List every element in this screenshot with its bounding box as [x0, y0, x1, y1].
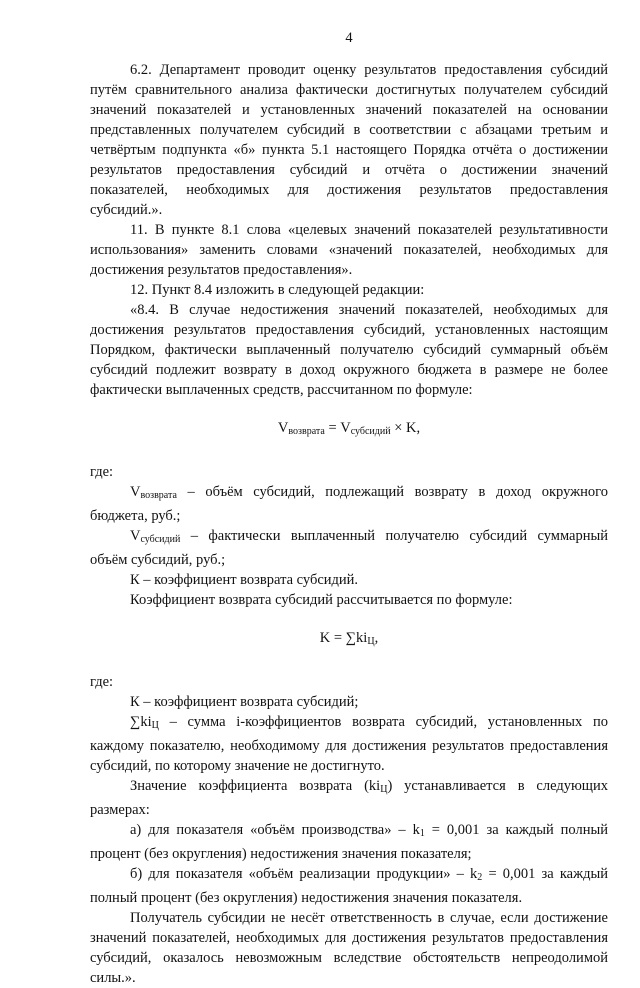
def-v2-text: – фактически выплаченный получателю субсидий суммарный объём субсидий, руб.; [90, 528, 608, 568]
definition-v-subsidy [90, 526, 608, 570]
paragraph-8-4: «8.4. В случае недостижения значений показателей, необходимых для достижения результатов предоставления субсидий, установленных настоящим Порядком, фактически выплаченный получателю субсидий суммарный объём субсидий подлежит возврату в доход окружного бюджета в размере не более фактически выплаченных средств, рассчитанном по формуле: [90, 302, 608, 398]
paragraph-6-2: 6.2. Департамент проводит оценку результатов предоставления субсидий путём сравнительного анализа фактически достигнутых получателем субсидий значений показателей и установленных значений показателей на основании представленных получателем субсидий в соответствии с абзацами третьим и четвёртым подпункта «б» пункта 5.1 настоящего Порядка отчёта о достижении результатов предоставления субсидий и отчёта о достижении значений показателей, необходимых для достижения результатов предоставления субсидий.». [90, 62, 608, 218]
k-calculation-intro: Коэффициент возврата субсидий рассчитывается по формуле: [130, 592, 513, 608]
def-sum-symbol: ∑ki [130, 714, 152, 730]
where-label-1: где: [90, 464, 114, 480]
value-k-subscript: Ц [380, 784, 388, 795]
definition-k-1: К – коэффициент возврата субсидий. [130, 572, 359, 588]
formula2-sum: ∑ki [345, 630, 368, 646]
definition-k-2: К – коэффициент возврата субсидий; [130, 694, 359, 710]
item-a-before: а) для показателя «объём производства» – k [130, 822, 420, 838]
paragraph-12: 12. Пункт 8.4 изложить в следующей редакции: [130, 282, 425, 298]
formula-equals: = [324, 420, 341, 436]
coefficient-value-intro [90, 776, 608, 820]
formula-v-subscript: возврата [288, 426, 325, 437]
formula2-lhs: K = [319, 630, 346, 646]
formula-v2-symbol: V [340, 420, 351, 436]
def-v-symbol: V [130, 484, 141, 500]
item-b [90, 864, 608, 908]
definition-v-return [90, 482, 608, 526]
formula-multiplier: × K, [390, 420, 421, 436]
def-v-subscript: возврата [140, 490, 177, 501]
item-b-after: = 0,001 за каждый полный процент (без округления) недостижения значения показателя. [90, 866, 609, 906]
item-b-before: б) для показателя «объём реализации продукции» – k [130, 866, 478, 882]
item-b-subscript: 2 [477, 872, 483, 883]
item-a-subscript: 1 [419, 828, 425, 839]
item-a [90, 820, 608, 864]
formula-return-volume [90, 418, 608, 442]
def-v2-subscript: субсидий [140, 534, 181, 545]
def-sum-text: – сумма i-коэффициентов возврата субсидий, установленных по каждому показателю, необходимому для достижения результатов предоставления субсидий, по которому значение не достигнуто. [90, 714, 608, 774]
paragraph-11: 11. В пункте 8.1 слова «целевых значений показателей результативности использования» заменить словами «значений показателей, необходимых для достижения результатов предоставления». [90, 222, 608, 278]
definition-sum [90, 712, 608, 776]
document-page [90, 28, 608, 988]
def-v-text: – объём субсидий, подлежащий возврату в доход окружного бюджета, руб.; [90, 484, 608, 524]
item-a-after: = 0,001 за каждый полный процент (без округления) недостижения значения показателя; [90, 822, 608, 862]
formula2-subscript: Ц [367, 636, 375, 647]
def-sum-subscript: Ц [151, 720, 159, 731]
def-v2-symbol: V [130, 528, 141, 544]
formula-coefficient [90, 628, 608, 652]
formula-v2-subscript: субсидий [350, 426, 391, 437]
where-label-2: где: [90, 674, 114, 690]
final-paragraph: Получатель субсидии не несёт ответственность в случае, если достижение значений показателей, необходимых для достижения результатов предоставления субсидий, оказалось невозможным вследствие обстоятельств непреодолимой силы.». [90, 910, 608, 986]
value-k-after: ) устанавливается в следующих размерах: [90, 778, 608, 818]
formula-v-symbol: V [277, 420, 289, 436]
formula2-rhs: , [374, 630, 379, 646]
page-number: 4 [345, 30, 353, 46]
value-k-before: Значение коэффициента возврата (ki [130, 778, 381, 794]
